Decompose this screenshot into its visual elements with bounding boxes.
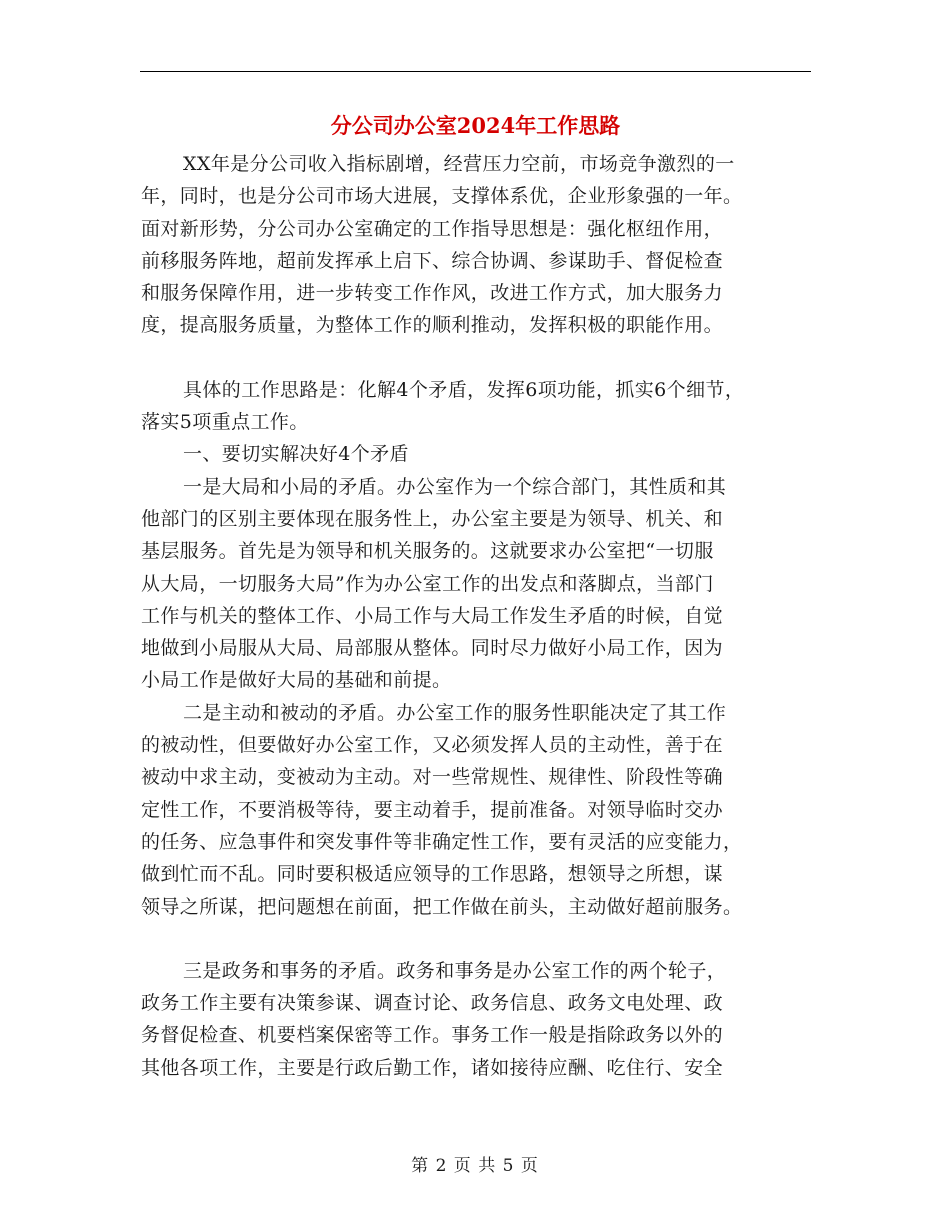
text-line: 其他各项工作，主要是行政后勤工作，诸如接待应酬、吃住行、安全 — [141, 1056, 724, 1079]
paragraph-third-contradiction — [141, 955, 811, 1084]
paragraph-spacer — [141, 342, 811, 374]
text-line: 做到忙而不乱。同时要积极适应领导的工作思路，想领导之所想，谋 — [141, 863, 724, 886]
text-line: 年，同时，也是分公司市场大进展，支撑体系优，企业形象强的一年。 — [141, 185, 743, 208]
text-line: 面对新形势，分公司办公室确定的工作指导思想是：强化枢纽作用， — [141, 217, 724, 240]
text-line: 的被动性，但要做好办公室工作，又必须发挥人员的主动性，善于在 — [141, 734, 724, 757]
paragraph-spacer — [141, 923, 811, 955]
text-line: 政务工作主要有决策参谋、调查讨论、政务信息、政务文电处理、政 — [141, 992, 724, 1015]
text-line: 三是政务和事务的矛盾。政务和事务是办公室工作的两个轮子， — [183, 959, 727, 982]
text-line: XX年是分公司收入指标剧增，经营压力空前，市场竞争激烈的一 — [183, 153, 735, 175]
text-line: 地做到小局服从大局、局部服从整体。同时尽力做好小局工作，因为 — [141, 637, 724, 660]
text-line: 具体的工作思路是：化解4个矛盾，发挥6项功能，抓实6个细节， — [183, 378, 745, 401]
text-line: 一、要切实解决好4个矛盾 — [183, 443, 409, 466]
page-footer: 第 2 页 共 5 页 — [411, 1156, 539, 1176]
text-line: 务督促检查、机要档案保密等工作。事务工作一般是指除政务以外的 — [141, 1024, 724, 1047]
text-line: 定性工作，不要消极等待，要主动着手，提前准备。对领导临时交办 — [141, 798, 724, 821]
text-line: 和服务保障作用，进一步转变工作作风，改进工作方式，加大服务力 — [141, 282, 724, 305]
text-line: 工作与机关的整体工作、小局工作与大局工作发生矛盾的时候，自觉 — [141, 604, 724, 627]
text-line: 度，提高服务质量，为整体工作的顺利推动，发挥积极的职能作用。 — [141, 314, 724, 337]
text-line: 他部门的区别主要体现在服务性上，办公室主要是为领导、机关、和 — [141, 507, 724, 530]
paragraph-overview — [141, 374, 811, 439]
text-line: 领导之所谋，把问题想在前面，把工作做在前头，主动做好超前服务。 — [141, 895, 743, 918]
document-title: 分公司办公室2024年工作思路 — [330, 113, 621, 138]
text-line: 前移服务阵地，超前发挥承上启下、综合协调、参谋助手、督促检查 — [141, 249, 724, 272]
paragraph-intro — [141, 148, 811, 342]
text-line: 从大局，一切服务大局”作为办公室工作的出发点和落脚点，当部门 — [141, 572, 714, 595]
paragraph-second-contradiction — [141, 697, 811, 923]
section-heading — [141, 438, 811, 470]
text-line: 二是主动和被动的矛盾。办公室工作的服务性职能决定了其工作 — [183, 701, 727, 724]
paragraph-first-contradiction — [141, 471, 811, 697]
text-line: 落实5项重点工作。 — [141, 411, 309, 434]
text-line: 的任务、应急事件和突发事件等非确定性工作，要有灵活的应变能力， — [141, 830, 743, 853]
text-line: 小局工作是做好大局的基础和前提。 — [141, 669, 452, 692]
text-line: 被动中求主动，变被动为主动。对一些常规性、规律性、阶段性等确 — [141, 766, 724, 789]
header-rule — [140, 71, 811, 72]
text-line: 一是大局和小局的矛盾。办公室作为一个综合部门，其性质和其 — [183, 475, 727, 498]
document-body — [141, 148, 811, 1084]
text-line: 基层服务。首先是为领导和机关服务的。这就要求办公室把“一切服 — [141, 540, 714, 563]
